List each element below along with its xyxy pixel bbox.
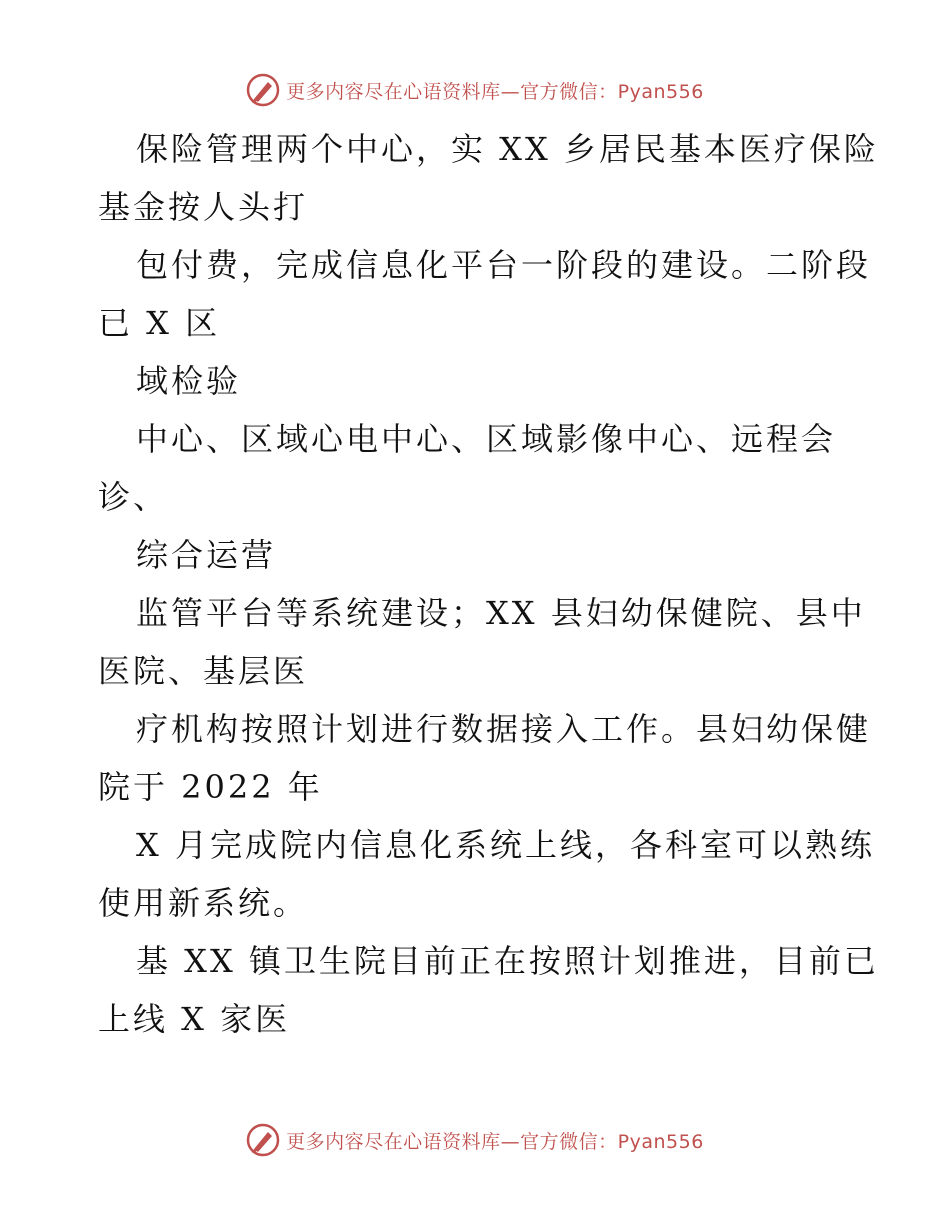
text-line: X 月完成院内信息化系统上线，各科室可以熟练	[136, 826, 875, 864]
watermark-text: 更多内容尽在心语资料库—官方微信：Pyan556	[286, 1130, 704, 1153]
footer-watermark	[0, 1120, 950, 1160]
text-line: 综合运营	[136, 536, 277, 574]
text-line: 诊、	[98, 478, 169, 516]
text-line: 基 XX 镇卫生院目前正在按照计划推进，目前已	[136, 942, 879, 980]
text-line: 院于 2022 年	[98, 768, 323, 806]
text-line: 已 X 区	[98, 304, 221, 342]
text-line: 包付费，完成信息化平台一阶段的建设。二阶段	[136, 246, 872, 284]
text-line: 域检验	[136, 362, 242, 400]
text-line: 中心、区域心电中心、区域影像中心、远程会	[136, 420, 837, 458]
pen-logo-icon	[246, 73, 280, 107]
text-line: 保险管理两个中心，实 XX 乡居民基本医疗保险	[136, 130, 879, 168]
text-line: 上线 X 家医	[98, 1000, 291, 1038]
text-line: 基金按人头打	[98, 188, 309, 226]
text-line: 监管平台等系统建设；XX 县妇幼保健院、县中	[136, 594, 866, 632]
header-watermark	[0, 70, 950, 110]
text-line: 使用新系统。	[98, 884, 309, 922]
watermark-text: 更多内容尽在心语资料库—官方微信：Pyan556	[286, 80, 704, 103]
text-line: 疗机构按照计划进行数据接入工作。县妇幼保健	[136, 710, 872, 748]
pen-logo-icon	[246, 1123, 280, 1157]
document-body	[98, 120, 879, 1048]
text-line: 医院、基层医	[98, 652, 309, 690]
